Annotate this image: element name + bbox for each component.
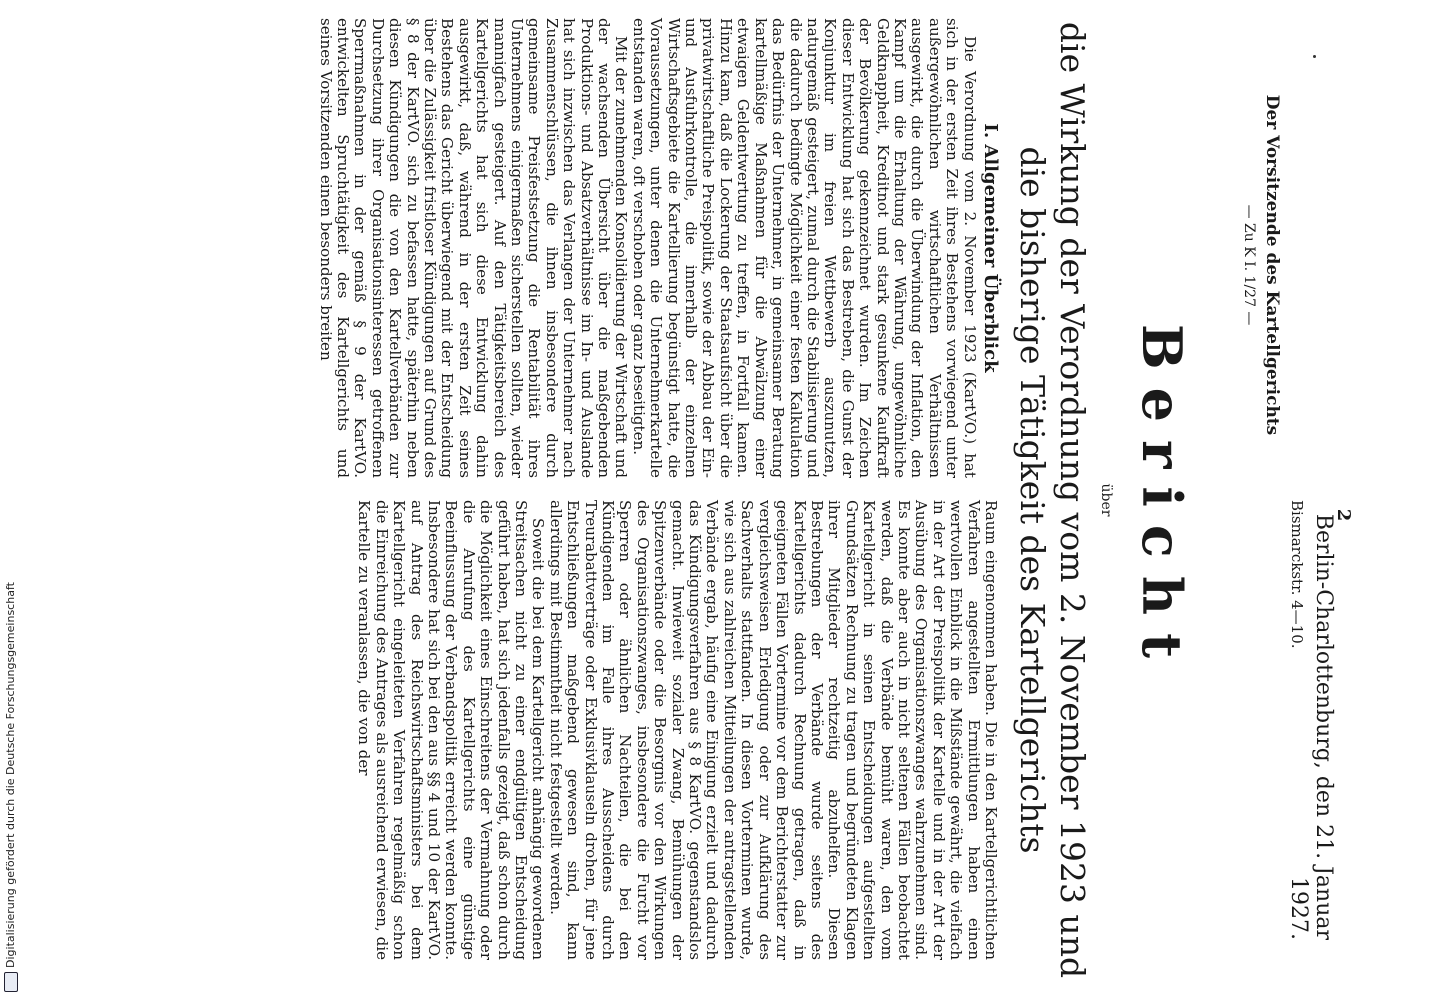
section-heading: I. Allgemeiner Überblick: [980, 123, 1001, 373]
scan-speck: [1313, 55, 1316, 58]
right-text-column: [355, 500, 1000, 960]
paragraph: Raum eingenommen haben. Die in den Kartellgerichtlichen Verfahren angestellten Ermittlungen haben einen wertvollen Einblick in die Mißstände gewährt, die vielfach in der Art der Preispolitik der Kartelle und in der Art der Ausübung des Organisationszwanges wahrzunehmen sind. Es konnte aber auch in nicht seltenen Fällen beobachtet werden, daß die Verbände bemüht waren, den vom Kartellgericht in seinen Entscheidungen aufgestellten Grundsätzen Rechnung zu tragen und begründeten Klagen ihrer Mitglieder rechtzeitig abzuhelfen. Diesen Bestrebungen der Verbände wurde seitens des Kartellgerichts dadurch Rechnung getragen, daß in geeigneten Fällen Vortermine vor dem Berichterstatter zur vergleichsweisen Erledigung oder zur Aufklärung des Sachverhalts stattfanden. In diesen Vorterminen wurde, wie sich aus zahlreichen Mitteilungen der antragstellenden Verbände ergab, häufig eine Einigung erzielt und dadurch das Kündigungsverfahren aus § 8 KartVO. gegenstandslos gemacht. Inwieweit sozialer Zwang, Bemühungen der Spitzenverbände oder die Besorgnis vor den Wirkungen des Organisationszwanges, insbesondere die Furcht vor Sperren oder ähnlichen Nachteilen, die bei den Kündigenden im Falle ihres Ausscheidens durch Treurabattverträge oder Exklusivklauseln drohen, für jene Entschließungen maßgebend gewesen sind, kann allerdings mit Bestimmtheit nicht festgestellt werden.: [546, 500, 1000, 960]
document-subtitle: die Wirkung der Verordnung vom 2. November 1923 und die bisherige Tätigkeit des Kartellgerichts: [1013, 21, 1092, 979]
paragraph: Soweit die bei dem Kartellgericht anhängig gewordenen Streitsachen nicht zu einer endgültigen Entscheidung geführt haben, hat sich jedenfalls gezeigt, daß schon durch die Möglichkeit eines Einschreitens der Vermahnung oder die Anrufung des Kartellgerichts eine günstige Beeinflussung der Verbandspolitik erreicht werden konnte. Insbesondere hat sich bei den aus §§ 4 und 10 der KartVO. auf Antrag des Reichswirtschaftsministers bei dem Kartellgericht eingeleiteten Verfahren regelmäßig schon die Einreichung des Antrages als ausreichend erwiesen, die Kartelle zu veranlassen, die von der: [355, 500, 548, 960]
left-text-column: [0, 18, 999, 478]
reference-number: — Zu K I. 1/27 —: [1241, 204, 1257, 326]
page-number: 2: [1333, 508, 1354, 522]
address: Bismarckstr. 4—10.: [1288, 500, 1306, 649]
paragraph: Mit der zunehmenden Konsolidierung der Wirtschaft und der wachsenden Übersicht über die maßgebenden Produktions- und Absatzverhältnisse im In- und Auslande hat sich inzwischen das Verlangen der Unternehmer nach Zusammenschlüssen, die ihnen insbesondere durch gemeinsame Preisfestsetzung die Rentabilität ihres Unternehmens einigermaßen sicherstellen sollten, wieder mannigfach gesteigert. Auf den Tätigkeitsbereich des Kartellgerichts hat sich diese Entwicklung dahin ausgewirkt, daß, während in der ersten Zeit seines Bestehens das Gericht überwiegend mit der Entscheidung über die Zulässigkeit fristloser Kündigungen auf Grund des § 8 der KartVO. sich zu befassen hatte, späterhin neben diesen Kündigungen die von den Kartellverbänden zur Durchsetzung ihrer Organisationsinteressen getroffenen Sperrmaßnahmen in der gemäß § 9 der KartVO. entwickelten Spruchtätigkeit des Kartellgerichts und seines Vorsitzenden einen besonders breiten: [316, 18, 631, 478]
issuer-heading: Der Vorsitzende des Kartellgerichts: [1262, 94, 1282, 436]
dateline: Berlin-Charlottenburg, den 21. Januar 1927.: [1286, 513, 1336, 940]
digitization-sidenote: [0, 0, 22, 1000]
title-connector: über: [1098, 483, 1114, 517]
document-title: Bericht: [1130, 323, 1194, 677]
dfg-logo-icon: [4, 972, 18, 992]
sidenote-text: Digitalisierung gefördert durch die Deutsche Forschungsgemeinschaft: [4, 582, 17, 968]
paragraph: Die Verordnung vom 2. November 1923 (KartVO.) hat sich in der ersten Zeit ihres Bestehens vorwiegend unter außergewöhnlichen wirtschaftlichen Verhältnissen ausgewirkt, die durch die Überwindung der Inflation, den Kampf um die Erhaltung der Währung, ungewöhnliche Geldknappheit, Kreditnot und stark gesunkene Kaufkraft der Bevölkerung gekennzeichnet wurden. Im Zeichen dieser Entwicklung hat sich das Bestreben, die Gunst der Konjunktur im freien Wettbewerb auszunutzen, naturgemäß gesteigert, zumal durch die Stabilisierung und die dadurch bedingte Möglichkeit einer festen Kalkulation das Bedürfnis der Unternehmer, in gemeinsamer Beratung kartellmäßige Maßnahmen für die Abwälzung einer etwaigen Geldentwertung zu treffen, in Fortfall kamen. Hinzu kam, daß die Lockerung der Staatsaufsicht über die privatwirtschaftliche Preispolitik, sowie der Abbau der Ein- und Ausfuhrkontrolle, die innerhalb der einzelnen Wirtschaftsgebiete die Kartellierung begünstigt hatte, die Voraussetzungen, unter denen die Unternehmerkartelle entstanden waren, oft verschoben oder ganz beseitigten.: [629, 18, 979, 478]
